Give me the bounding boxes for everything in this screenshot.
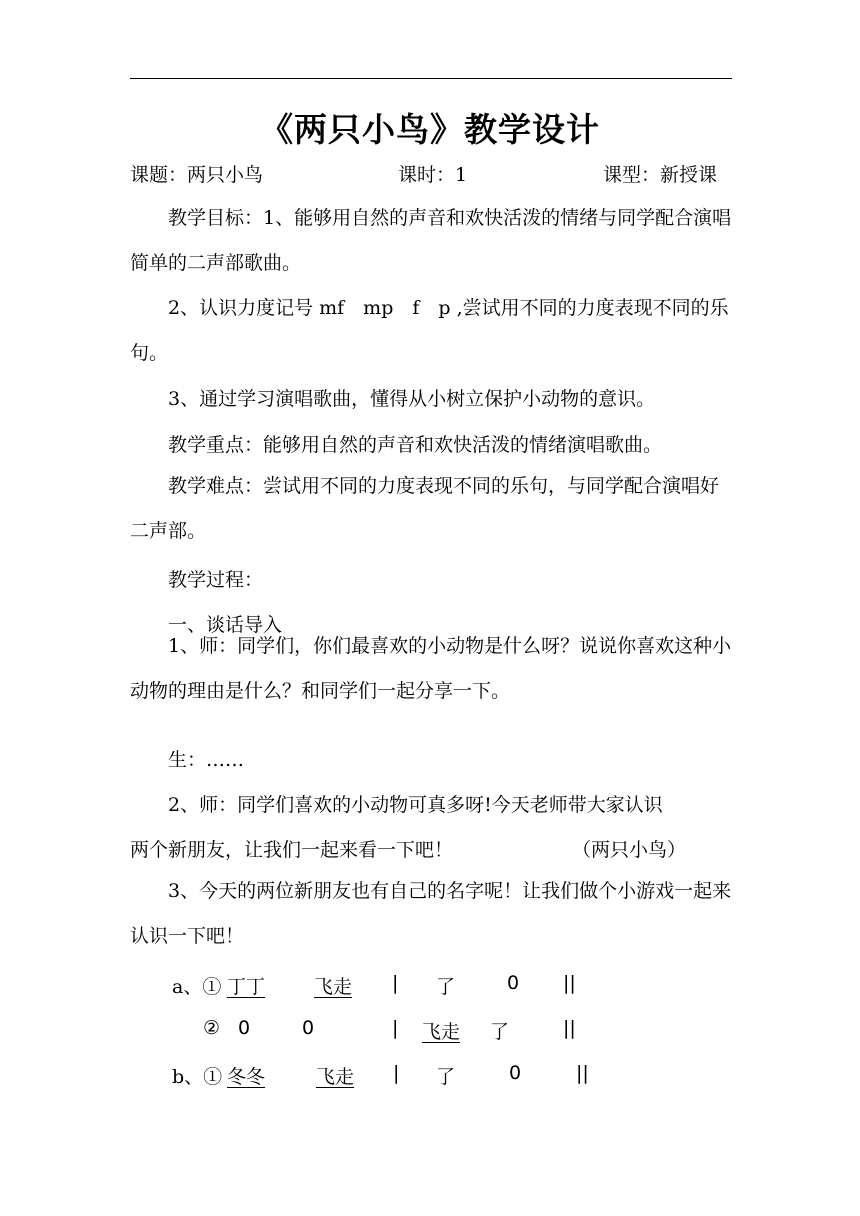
game-a-fly: 飞走: [314, 976, 353, 998]
game-a2-zero-2: 0: [302, 1017, 315, 1039]
game-b-le: 了: [436, 1066, 456, 1088]
key-point: 教学重点：能够用自然的声音和欢快活泼的情绪演唱歌曲。: [168, 434, 663, 456]
game-a2-fly: 飞走: [422, 1021, 461, 1043]
meta-period: 课时：1: [398, 164, 468, 186]
game-b-zero: 0: [509, 1062, 522, 1084]
game-b-fly: 飞走: [316, 1066, 355, 1088]
game-a-end: ||: [563, 972, 576, 994]
game-b-bar: |: [393, 1062, 400, 1084]
step-1: 1、师：同学们，你们最喜欢的小动物是什么呀？说说你喜欢这种小动物的理由是什么？和同学们一起分享一下。: [130, 635, 732, 702]
game-b-prefix: b、①: [172, 1066, 223, 1088]
game-a-zero: 0: [507, 972, 520, 994]
header-rule: [130, 78, 732, 79]
page-title: 《两只小鸟》教学设计: [260, 110, 600, 149]
step-3: 3、今天的两位新朋友也有自己的名字呢！让我们做个小游戏一起来认识一下吧！: [130, 880, 732, 947]
game-a2-prefix: ②: [203, 1017, 221, 1039]
game-a2-end: ||: [563, 1017, 576, 1039]
meta-topic: 课题：两只小鸟: [130, 164, 264, 186]
step-2-line-2: 两个新朋友，让我们一起来看一下吧！: [130, 839, 454, 861]
objective-2: 2、认识力度记号 mf mp f p ,尝试用不同的力度表现不同的乐句。: [130, 297, 729, 364]
student-response: 生：……: [168, 749, 245, 771]
meta-type: 课型：新授课: [603, 164, 718, 186]
objective-3: 3、通过学习演唱歌曲，懂得从小树立保护小动物的意识。: [168, 388, 656, 410]
process-heading: 教学过程：: [168, 569, 264, 591]
objective-1: 教学目标：1、能够用自然的声音和欢快活泼的情绪与同学配合演唱简单的二声部歌曲。: [130, 207, 732, 274]
game-a-name: 丁丁: [227, 976, 266, 998]
step-2-note: （两只小鸟）: [572, 839, 687, 861]
game-a-le: 了: [436, 976, 456, 998]
game-a-prefix: a、①: [172, 976, 222, 998]
game-b-end: ||: [576, 1062, 589, 1084]
game-b-name: 冬冬: [227, 1066, 266, 1088]
game-a2-le: 了: [490, 1021, 510, 1043]
step-2-line-1: 2、师：同学们喜欢的小动物可真多呀!今天老师带大家认识: [168, 794, 663, 816]
section-heading-intro: 一、谈话导入: [168, 614, 283, 636]
difficulty: 教学难点：尝试用不同的力度表现不同的乐句，与同学配合演唱好二声部。: [130, 475, 720, 542]
game-a2-bar: |: [392, 1017, 399, 1039]
game-a-bar: |: [392, 972, 399, 994]
game-a2-zero-1: 0: [238, 1017, 251, 1039]
